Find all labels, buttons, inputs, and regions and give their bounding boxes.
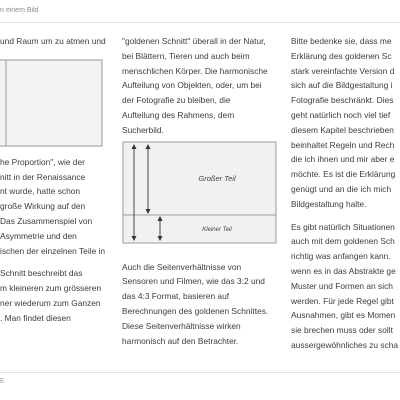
text-line: diesem Kapitel beschrieben	[291, 124, 394, 135]
text-line: werden. Für jede Regel gibt	[291, 295, 394, 306]
text-line: die ich ihnen und mir aber e	[291, 154, 395, 165]
text-line: nt wurde, hatte schon	[0, 186, 81, 197]
text-line: Aufteilung von Objekten, oder, um bei	[122, 80, 262, 91]
text-line: große Wirkung auf den	[0, 201, 86, 212]
text-line: wenn es in das Abstrakte ge	[291, 265, 396, 276]
text-line: Es gibt natürlich Situationen	[291, 221, 395, 232]
text-line: Asymmetrie und den	[0, 230, 77, 241]
chapter-title: n einem Bild	[0, 7, 39, 14]
text-line: ischen der einzelnen Teile in	[0, 245, 106, 256]
text-line: geht natürlich noch viel tief	[291, 109, 391, 120]
text-line: auch mit dem goldenen Sch	[291, 236, 395, 247]
golden-section-figure	[122, 141, 278, 245]
frame-rect	[123, 142, 276, 243]
text-line: m kleineren zum grösseren	[0, 283, 102, 294]
text-line: Berechnungen des goldenen Schnittes.	[122, 305, 269, 316]
text-line: Schnitt beschreibt das	[0, 268, 83, 279]
text-line: ner wiederum zum Ganzen	[0, 297, 101, 308]
text-line: Das Zusammenspiel von	[0, 215, 93, 226]
text-line: Sucherbild.	[122, 124, 164, 135]
text-line: Ausnahmen, gibt es Momen	[291, 310, 396, 321]
large-part-label: Großer Teil	[198, 174, 236, 183]
text-line: richtig was anfangen kann.	[291, 251, 391, 262]
text-line: Auch die Seitenverhältnisse von	[122, 261, 242, 272]
text-column-left	[0, 34, 106, 326]
text-line: . Man findet diesen	[0, 312, 71, 323]
text-line: menschlichen Körper. Die harmonische	[122, 65, 268, 76]
text-line: Sensoren und Filmen, wie das 3:2 und	[122, 276, 265, 287]
text-line: Fotografie beschränkt. Dies	[291, 95, 394, 106]
page-header	[0, 0, 400, 23]
text-line: das 4:3 Format, basieren auf	[122, 291, 230, 302]
text-line: genügt und an die ich mich	[291, 183, 392, 194]
text-line: beinhaltet Regeln und Rech	[291, 139, 395, 150]
footer-divider	[0, 372, 400, 373]
text-line: Bildgestaltung halte.	[291, 198, 367, 209]
text-line: he Proportion", wie der	[0, 156, 85, 167]
text-line: und Raum um zu atmen und	[0, 36, 106, 46]
text-line: sie brechen muss oder sollt	[291, 325, 393, 336]
text-line: bei Blättern, Tieren und auch beim	[122, 50, 250, 61]
text-line: "goldenen Schnitt" überall in der Natur,	[122, 36, 266, 46]
text-line: stark vereinfachte Version d	[291, 65, 395, 76]
text-line: möchte. Es ist die Erklärung	[291, 169, 396, 180]
small-part-label: Kleiner Teil	[202, 227, 232, 233]
text-line: nitt in der Renaissance	[0, 171, 86, 182]
text-line: der Fotografie zu bleiben, die	[122, 95, 231, 106]
text-line: Aufteilung des Rahmens, dem	[122, 109, 235, 120]
text-line: aussergewöhnliches zu scha	[291, 339, 399, 350]
text-line: Erklärung des goldenen Sc	[291, 50, 392, 61]
text-column-right	[291, 34, 400, 353]
text-line: sich auf die Bildgestaltung i	[291, 80, 393, 91]
text-line: Diese Seitenverhältnisse wirken	[122, 320, 241, 331]
text-line: Bitte bedenke sie, dass me	[291, 36, 392, 46]
footer-page-mark: E	[0, 378, 5, 385]
text-line: Muster und Formen an sich	[291, 280, 393, 291]
left-figure-fragment	[0, 49, 106, 155]
text-line: harmonisch auf den Betrachter.	[122, 335, 239, 346]
golden-section-diagram	[122, 141, 278, 245]
